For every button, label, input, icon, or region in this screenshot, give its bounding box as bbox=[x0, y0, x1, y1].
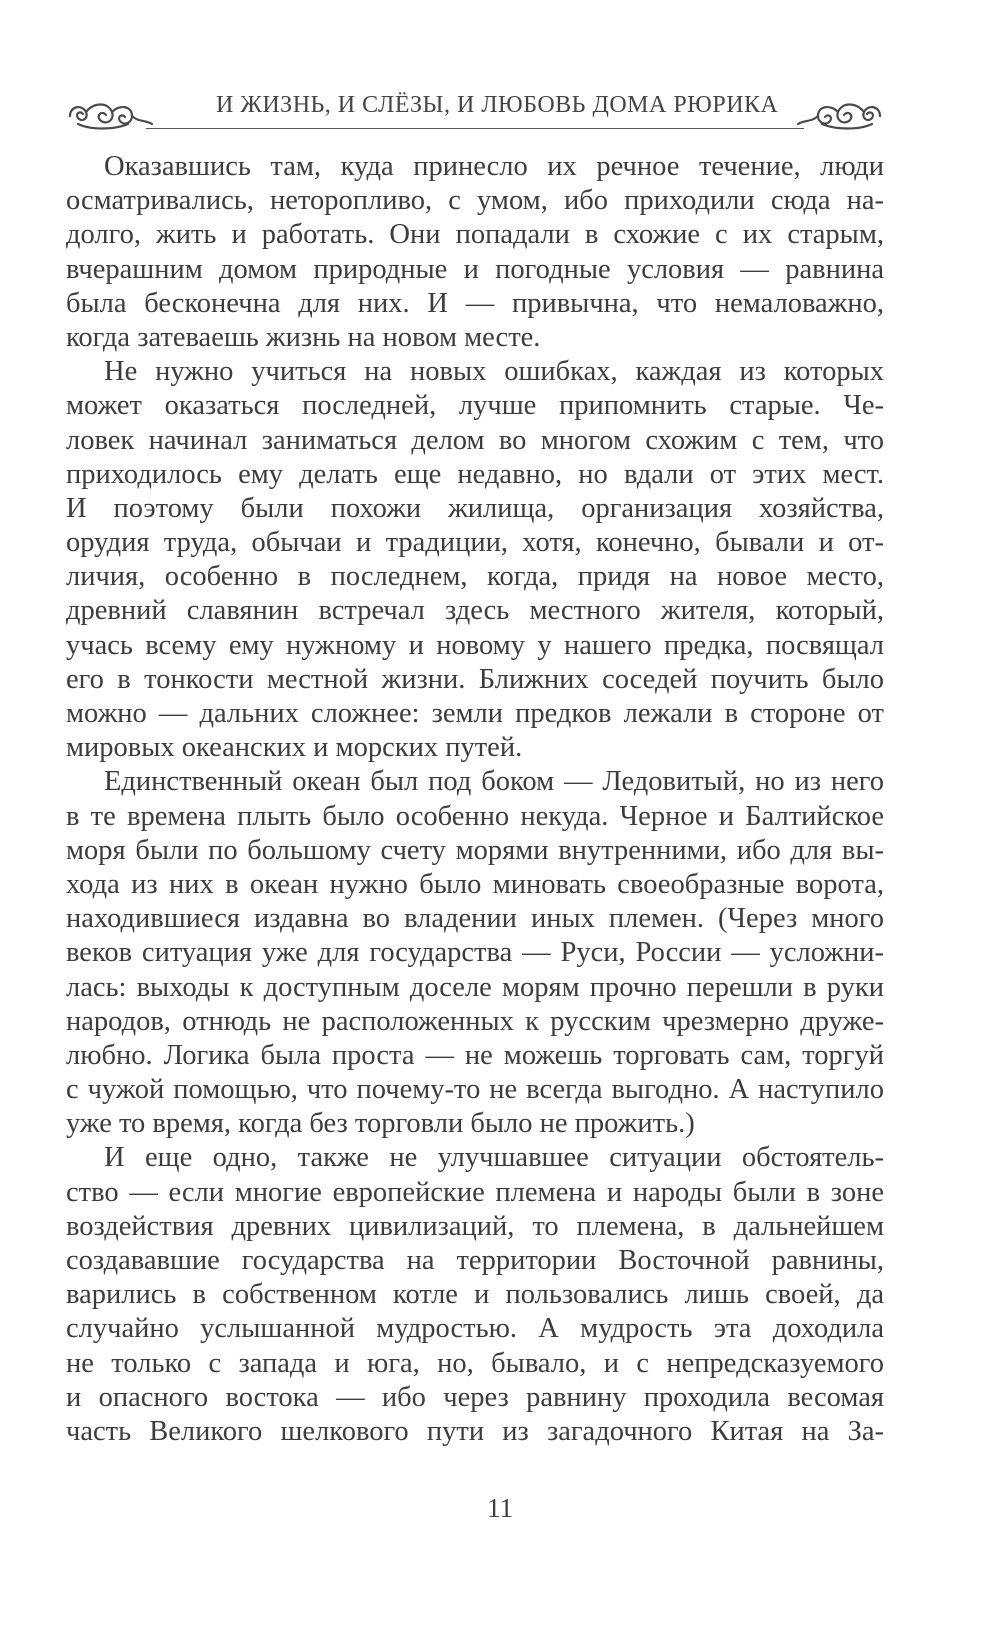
running-header bbox=[66, 88, 884, 138]
scroll-ornament-icon bbox=[796, 96, 884, 136]
paragraph bbox=[66, 150, 884, 355]
text-line: осматривались, неторопливо, с умом, ибо приходили сюда на- bbox=[66, 185, 884, 217]
page-number: 11 bbox=[487, 1493, 513, 1523]
text-line: орудия труда, обычаи и традиции, хотя, конечно, бывали и от- bbox=[66, 527, 884, 559]
text-line: ловек начинал заниматься делом во многом схожим с тем, что bbox=[66, 424, 884, 456]
text-line: варились в собственном котле и пользовались лишь своей, да bbox=[66, 1279, 884, 1311]
text-line: с чужой помощью, что почему-то не всегда выгодно. А наступило bbox=[66, 1074, 884, 1106]
text-line: Не нужно учиться на новых ошибках, каждая из которых bbox=[104, 356, 884, 388]
text-line: долго, жить и работать. Они попадали в схожие с их старым, bbox=[66, 219, 884, 251]
text-line: моря были по большому счету морями внутренними, ибо для вы- bbox=[66, 834, 884, 866]
paragraph bbox=[66, 1141, 884, 1449]
text-line: ство — если многие европейские племена и народы были в зоне bbox=[66, 1176, 884, 1208]
text-line: находившиеся издавна во владении иных племен. (Через много bbox=[66, 903, 884, 935]
text-line: случайно услышанной мудростью. А мудрость эта доходила bbox=[66, 1313, 884, 1345]
text-line: когда затеваешь жизнь на новом месте. bbox=[66, 321, 541, 353]
running-title: И ЖИЗНЬ, И СЛЁЗЫ, И ЛЮБОВЬ ДОМА РЮРИКА bbox=[216, 92, 779, 118]
text-line: не только с запада и юга, но, бывало, и с непредсказуемого bbox=[66, 1347, 884, 1379]
text-line: приходилось ему делать еще недавно, но вдали от этих мест. bbox=[66, 458, 884, 490]
text-line: любно. Логика была проста — не можешь торговать сам, торгуй bbox=[66, 1039, 884, 1071]
text-line: И еще одно, также не улучшавшее ситуации обстоятель- bbox=[104, 1142, 884, 1174]
text-line: часть Великого шелкового пути из загадочного Китая на За- bbox=[66, 1415, 884, 1447]
text-line: создававшие государства на территории Восточной равнины, bbox=[66, 1245, 884, 1276]
paragraph bbox=[66, 355, 884, 765]
text-line: уже то время, когда без торговли было не прожить.) bbox=[66, 1108, 695, 1140]
text-line: была бесконечна для них. И — привычна, что немаловажно, bbox=[66, 287, 884, 319]
text-line: Оказавшись там, куда принесло их речное течение, люди bbox=[104, 151, 884, 182]
text-line: И поэтому были похожи жилища, организация хозяйства, bbox=[66, 492, 884, 524]
text-line: веков ситуация уже для государства — Руси, России — усложни- bbox=[66, 937, 884, 969]
text-line: Единственный океан был под боком — Ледовитый, но из него bbox=[104, 766, 884, 798]
text-line: народов, отнюдь не расположенных к русским чрезмерно друже- bbox=[66, 1005, 884, 1037]
paragraph bbox=[66, 765, 884, 1141]
header-rule bbox=[146, 128, 804, 129]
text-line: в те времена плыть было особенно некуда. Черное и Балтийское bbox=[66, 800, 884, 832]
text-line: мировых океанских и морских путей. bbox=[66, 732, 523, 764]
text-line: воздействия древних цивилизаций, то племена, в дальнейшем bbox=[66, 1210, 884, 1242]
text-line: хода из них в океан нужно было миновать своеобразные ворота, bbox=[66, 868, 884, 900]
text-line: вчерашним домом природные и погодные условия — равнина bbox=[66, 253, 884, 285]
text-line: можно — дальних сложнее: земли предков лежали в стороне от bbox=[66, 698, 884, 729]
text-line: и опасного востока — ибо через равнину проходила весомая bbox=[66, 1381, 884, 1413]
text-line: может оказаться последней, лучше припомнить старые. Че- bbox=[66, 390, 884, 422]
text-line: лась: выходы к доступным доселе морям прочно перешли в руки bbox=[66, 971, 884, 1003]
body-text bbox=[66, 150, 884, 1449]
text-line: древний славянин встречал здесь местного жителя, который, bbox=[66, 595, 884, 627]
text-line: его в тонкости местной жизни. Ближних соседей поучить было bbox=[66, 663, 884, 695]
text-line: личия, особенно в последнем, когда, придя на новое место, bbox=[66, 561, 884, 593]
scroll-ornament-icon bbox=[66, 96, 154, 136]
text-line: учась всему ему нужному и новому у нашего предка, посвящал bbox=[66, 629, 884, 661]
